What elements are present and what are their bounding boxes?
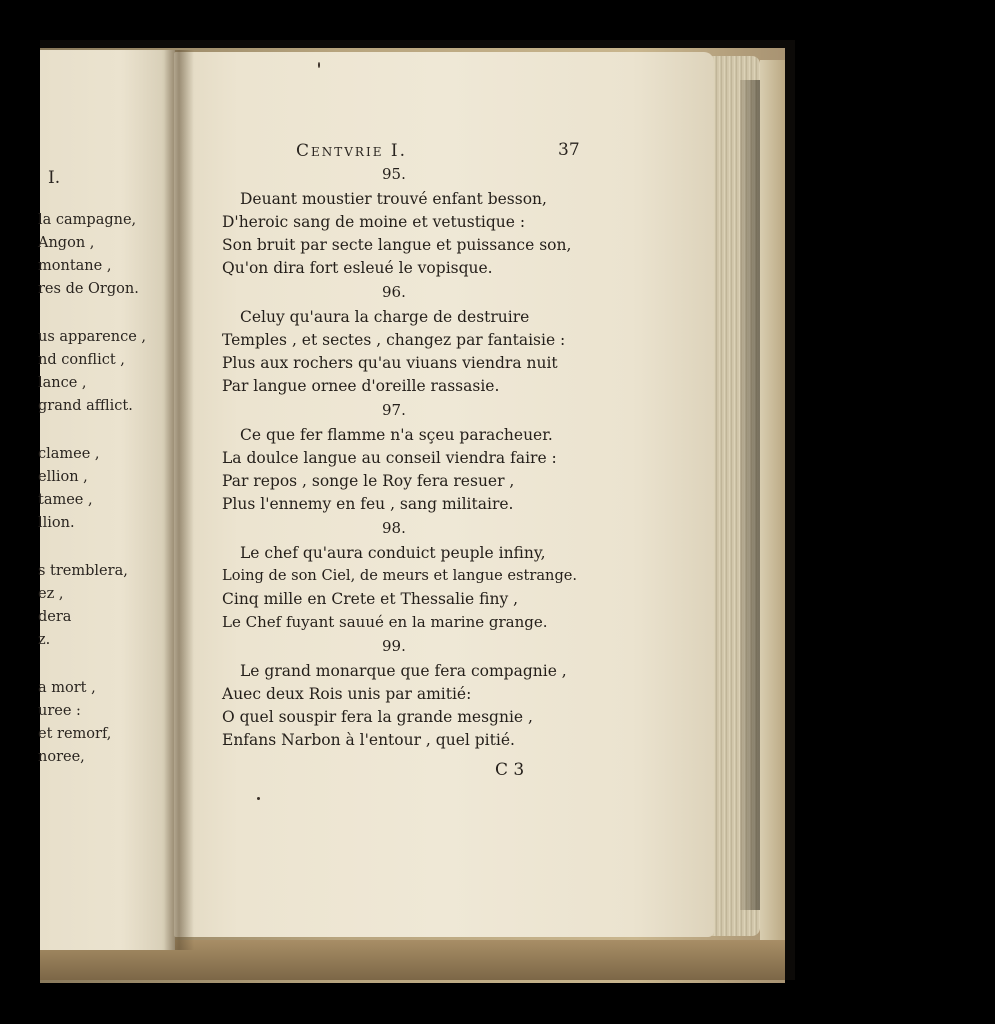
left-line: lance , [38, 375, 87, 391]
left-line: et remorf, [38, 726, 112, 742]
left-line: dera [38, 609, 72, 625]
left-line: grand afflict. [38, 398, 133, 414]
verse-line: Loing de son Ciel, de meurs et langue estrange. [222, 567, 578, 584]
left-line: montane , [38, 258, 112, 274]
book-photograph [40, 40, 795, 980]
verse-line: D'heroic sang de moine et vetustique : [222, 213, 526, 231]
left-line: noree, [38, 749, 85, 765]
left-line: us apparence , [38, 329, 147, 345]
left-line: nd conflict , [38, 352, 125, 368]
verse-line: Cinq mille en Crete et Thessalie finy , [222, 590, 519, 608]
left-line: ez , [38, 586, 64, 602]
left-page-heading: I. [48, 168, 61, 188]
verse-line: Ce que fer flamme n'a sçeu paracheuer. [240, 426, 553, 444]
verse-line: Auec deux Rois unis par amitié: [222, 685, 472, 703]
verse-line: Enfans Narbon à l'entour , quel pitié. [222, 731, 515, 749]
left-line: s tremblera, [38, 563, 128, 579]
left-line: clamee , [38, 446, 100, 462]
verse-line: Deuant moustier trouvé enfant besson, [240, 190, 547, 208]
quatrain-number: 96. [382, 283, 406, 301]
verse-line: Temples , et sectes , changez par fantaisie : [222, 331, 566, 349]
verse-line: Par repos , songe le Roy fera resuer , [222, 472, 515, 490]
verse-line: Plus l'ennemy en feu , sang militaire. [222, 495, 514, 513]
verse-line: Celuy qu'aura la charge de destruire [240, 308, 530, 326]
quatrain-number: 99. [382, 637, 406, 655]
paper-speck [257, 797, 260, 800]
verse-line: Le grand monarque que fera compagnie , [240, 662, 567, 680]
verse-line: Plus aux rochers qu'au viuans viendra nuit [222, 354, 558, 372]
verse-line: Par langue ornee d'oreille rassasie. [222, 377, 500, 395]
quatrain-number: 97. [382, 401, 406, 419]
left-line: a mort , [38, 680, 96, 696]
left-line: la campagne, [38, 212, 137, 228]
page-number: 37 [558, 140, 580, 160]
left-line: res de Orgon. [38, 281, 139, 297]
left-line: Angon , [38, 235, 95, 251]
verse-line: Le Chef fuyant sauué en la marine grange. [222, 613, 548, 631]
left-line: uree : [38, 703, 81, 719]
verse-line: O quel souspir fera la grande mesgnie , [222, 708, 533, 726]
running-head: Centvrie I. [296, 141, 407, 161]
verse-line: Le chef qu'aura conduict peuple infiny, [240, 544, 546, 562]
left-line: llion. [38, 515, 75, 531]
signature-mark: C 3 [495, 760, 525, 780]
book-gutter [164, 50, 194, 950]
left-line: z. [38, 632, 51, 648]
quatrain-number: 98. [382, 519, 406, 537]
left-page [40, 50, 175, 950]
left-line: tamee , [38, 492, 93, 508]
verse-line: Son bruit par secte langue et puissance son, [222, 236, 572, 254]
verse-line: Qu'on dira fort esleué le vopisque. [222, 259, 493, 277]
quatrain-number: 95. [382, 165, 406, 183]
verse-line: La doulce langue au conseil viendra faire : [222, 449, 557, 467]
paper-speck [318, 62, 320, 68]
left-line: ellion , [38, 469, 88, 485]
